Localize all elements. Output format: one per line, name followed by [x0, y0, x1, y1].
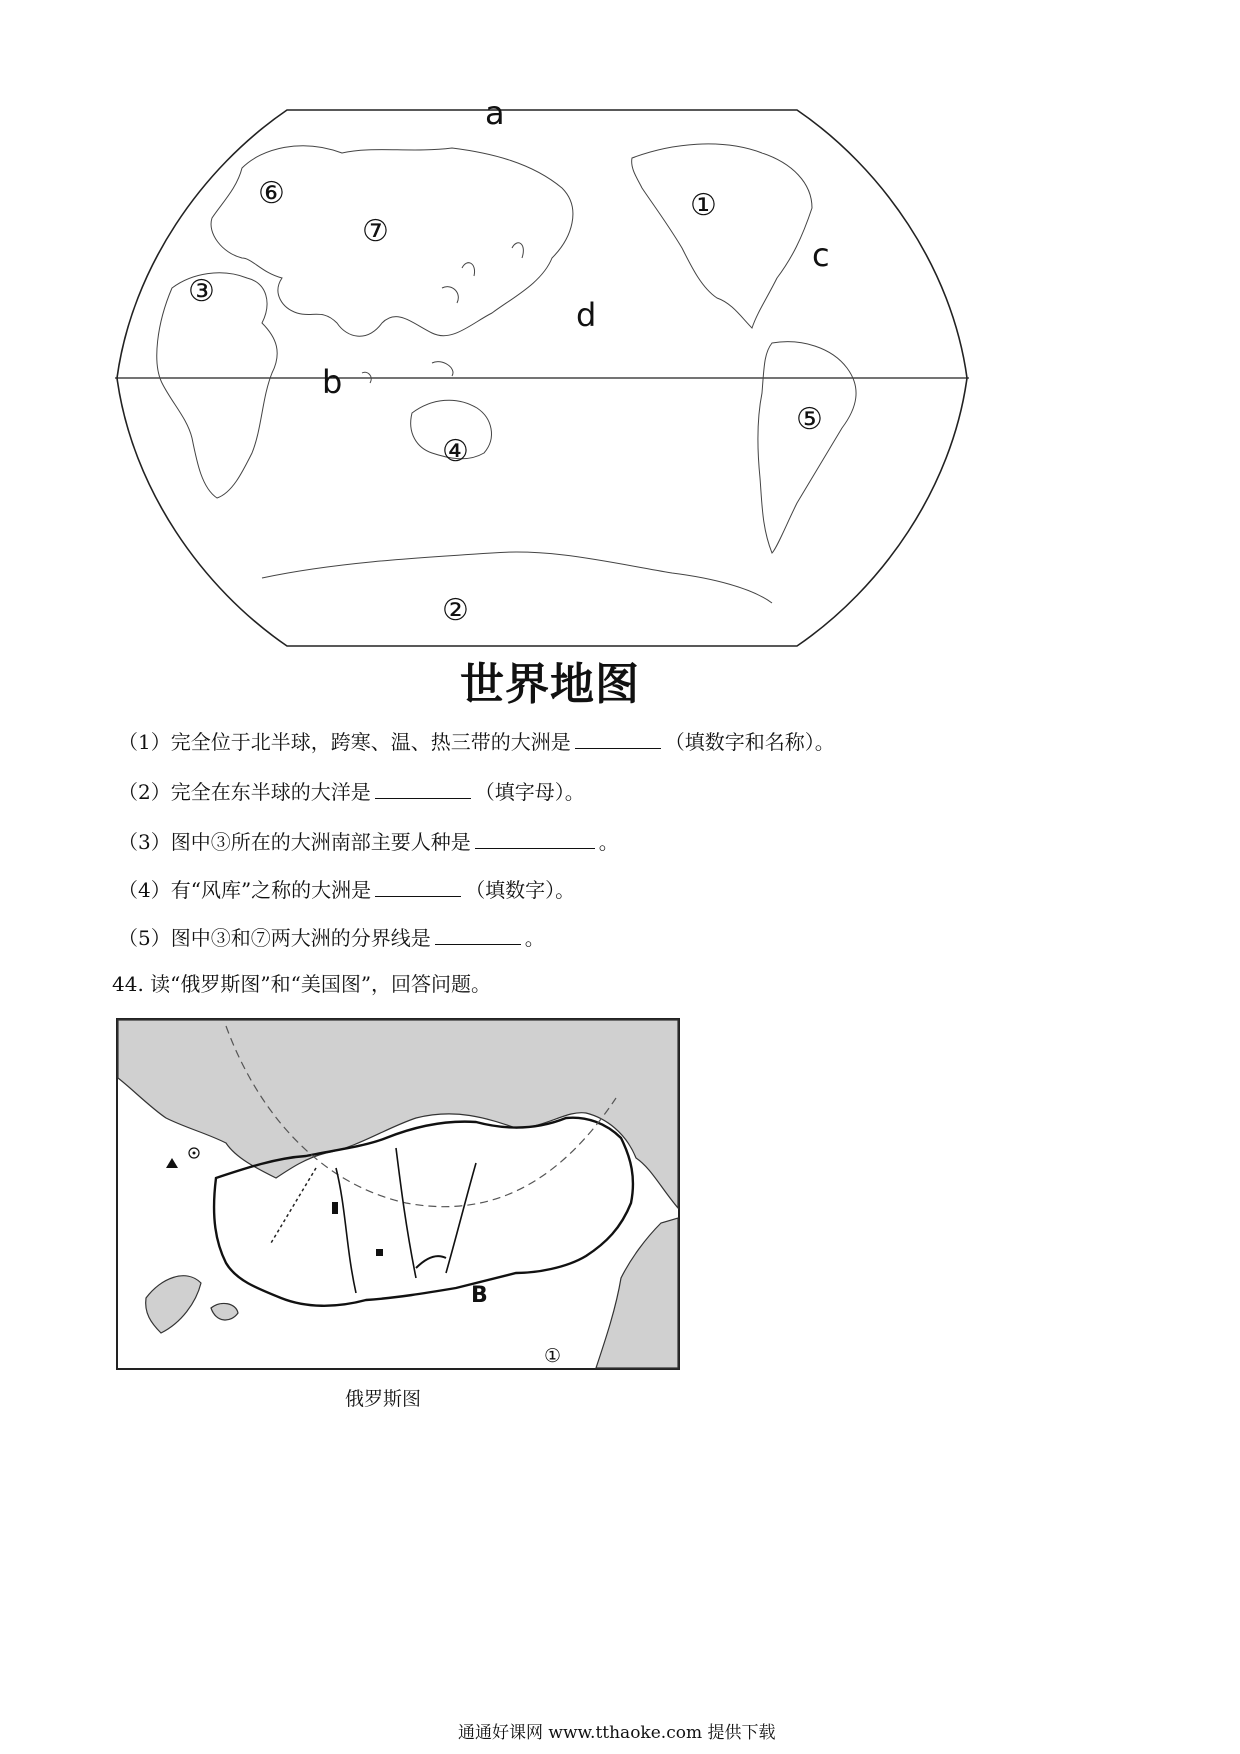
page-footer: 通通好课网 www.tthaoke.com 提供下载: [458, 1723, 776, 1743]
south-america-coast: [758, 342, 856, 553]
continent-label-6: ⑥: [258, 176, 285, 211]
continent-label-2: ②: [442, 593, 469, 628]
russia-map-caption: 俄罗斯图: [345, 1388, 422, 1410]
answer-blank-5[interactable]: [435, 924, 521, 945]
question-2-suffix: （填字母）。: [474, 780, 585, 804]
question-44: 44. 读“俄罗斯图”和“美国图”，回答问题。: [112, 972, 492, 996]
question-4-prefix: （4）有“风库”之称的大洲是: [118, 878, 372, 902]
mine-symbol-1: [332, 1202, 338, 1214]
question-5-suffix: 。: [524, 926, 545, 950]
mine-symbol-2: [376, 1249, 383, 1256]
question-3-prefix: （3）图中③所在的大洲南部主要人种是: [118, 830, 471, 854]
ocean-label-d: d: [576, 296, 597, 334]
russia-label-1: ①: [544, 1345, 562, 1367]
answer-blank-4[interactable]: [375, 876, 461, 897]
continent-label-3: ③: [188, 274, 215, 309]
russia-label-b: B: [471, 1283, 488, 1308]
antarctica-coast: [262, 552, 772, 603]
question-1-prefix: （1）完全位于北半球，跨寒、温、热三带的大洲是: [118, 730, 571, 754]
continent-label-1: ①: [690, 188, 717, 223]
world-map-drawing: [112, 108, 972, 648]
question-4-suffix: （填数字）。: [465, 878, 576, 902]
russia-map: [116, 1018, 680, 1370]
russia-map-drawing: [116, 1018, 680, 1370]
question-1: [118, 726, 835, 755]
continent-label-5: ⑤: [796, 402, 823, 437]
ocean-label-a: a: [485, 94, 505, 132]
circle-dot-center: [193, 1152, 196, 1155]
ocean-label-b: b: [322, 363, 343, 401]
africa-coast: [157, 273, 277, 498]
question-3: [118, 826, 619, 855]
question-5-prefix: （5）图中③和⑦两大洲的分界线是: [118, 926, 431, 950]
question-3-suffix: 。: [598, 830, 619, 854]
continent-label-4: ④: [442, 434, 469, 469]
islands: [362, 243, 523, 383]
answer-blank-1[interactable]: [575, 728, 661, 749]
answer-blank-3[interactable]: [475, 828, 595, 849]
question-1-suffix: （填数字和名称）。: [664, 730, 835, 754]
question-2-prefix: （2）完全在东半球的大洋是: [118, 780, 371, 804]
question-4: [118, 874, 575, 903]
continent-label-7: ⑦: [362, 214, 389, 249]
question-2: [118, 776, 585, 805]
question-5: [118, 922, 545, 951]
ocean-label-c: c: [812, 236, 830, 274]
answer-blank-2[interactable]: [375, 778, 471, 799]
eurasia-coast: [211, 146, 573, 336]
world-map-title: 世界地图: [460, 659, 640, 710]
north-america-coast: [632, 144, 812, 328]
world-map: [112, 94, 972, 648]
